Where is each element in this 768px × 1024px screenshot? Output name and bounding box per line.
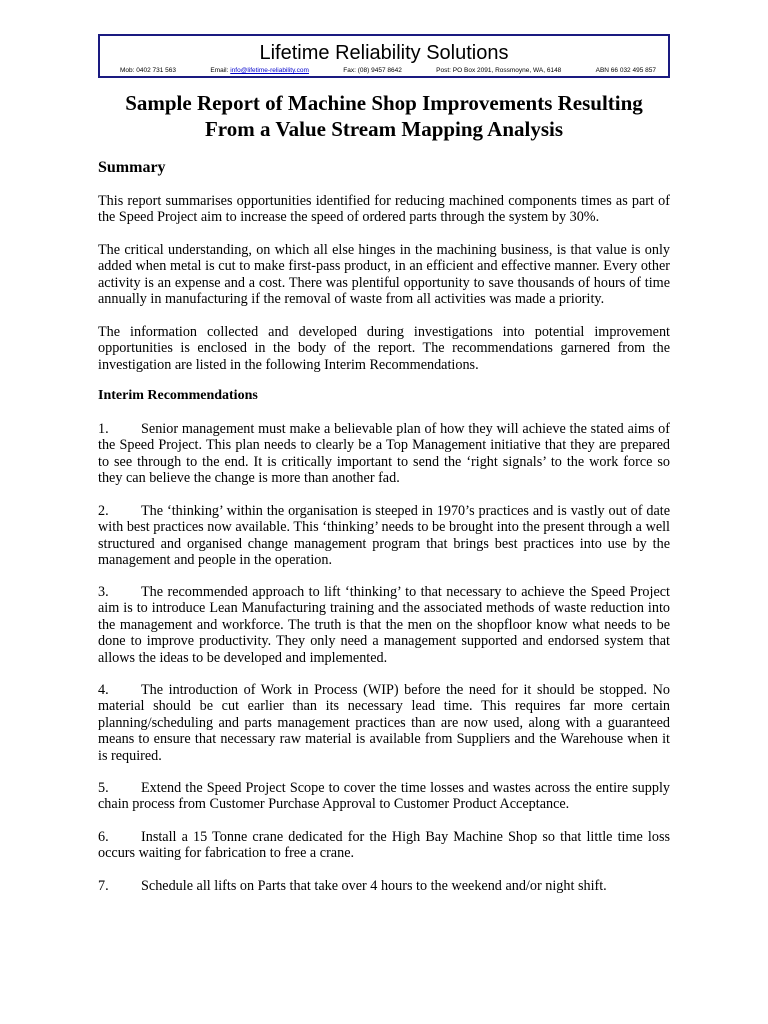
recommendation-text: Senior management must make a believable plan of how they will achieve the stated aims of the Speed Project. This plan needs to clearly be a Top Management initiative that they are prepared to see through to the end. It is critically important to send the ‘right signals’ to the work force so they can believe the change is more than another fad. xyxy=(98,421,670,487)
title-line-1: Sample Report of Machine Shop Improvements Resulting xyxy=(125,91,643,115)
recommendation-number: 7. xyxy=(98,878,109,894)
summary-paragraph-1: This report summarises opportunities identified for reducing machined components times as part of the Speed Project aim to increase the speed of ordered parts through the system by 30%. xyxy=(98,193,670,226)
letterhead xyxy=(98,34,670,78)
company-name: Lifetime Reliability Solutions xyxy=(259,42,509,64)
recommendation-text: Install a 15 Tonne crane dedicated for the High Bay Machine Shop so that little time loss occurs waiting for fabrication to free a crane. xyxy=(98,829,670,862)
mobile-number: Mob: 0402 731 563 xyxy=(120,67,177,74)
email-label: Email: xyxy=(210,67,231,74)
recommendation-text: The ‘thinking’ within the organisation is steeped in 1970’s practices and is vastly out of date with best practices now available. This ‘thinking’ needs to be brought into the present through a well structured and organised change management program that brings best practices into use by the management and people in the operation. xyxy=(98,503,670,569)
recommendation-number: 4. xyxy=(98,682,109,698)
recommendation-number: 5. xyxy=(98,780,109,796)
document-title xyxy=(98,90,670,142)
recommendation-2 xyxy=(98,503,670,569)
recommendation-text: Extend the Speed Project Scope to cover the time losses and wastes across the entire supply chain process from Customer Purchase Approval to Customer Product Acceptance. xyxy=(98,780,670,813)
fax-number: Fax: (08) 9457 8642 xyxy=(343,67,402,74)
summary-heading: Summary xyxy=(98,159,166,176)
interim-heading: Interim Recommendations xyxy=(98,388,258,403)
recommendation-1 xyxy=(98,421,670,487)
title-line-2: From a Value Stream Mapping Analysis xyxy=(204,117,564,141)
recommendation-number: 2. xyxy=(98,503,109,519)
recommendation-text: Schedule all lifts on Parts that take over 4 hours to the weekend and/or night shift. xyxy=(141,878,607,894)
recommendation-number: 6. xyxy=(98,829,109,845)
postal-address: Post: PO Box 2091, Rossmoyne, WA, 6148 xyxy=(436,67,562,74)
recommendation-text: The introduction of Work in Process (WIP) before the need for it should be stopped. No material should be cut earlier than its necessary lead time. This requires far more certain planning/scheduling and parts management practices than are now used, along with a guaranteed means to ensure that necessary raw material is available from Suppliers and the Warehouse when it is required. xyxy=(98,682,670,764)
recommendation-4 xyxy=(98,682,670,764)
recommendation-3 xyxy=(98,584,670,666)
recommendation-number: 1. xyxy=(98,421,109,437)
abn-number: ABN 66 032 495 857 xyxy=(595,67,656,74)
email-block xyxy=(210,67,309,75)
summary-paragraph-2: The critical understanding, on which all else hinges in the machining business, is that value is only added when metal is cut to make first-pass product, in an efficient and effective manner. Every other activity is an expense and a cost. There was plentiful opportunity to save thousands of hours of time annually in manufacturing if the removal of waste from all activities was made a priority. xyxy=(98,242,670,308)
recommendation-text: The recommended approach to lift ‘thinking’ to that necessary to achieve the Speed Project aim is to introduce Lean Manufacturing training and the associated methods of waste reduction into the management and workforce. The truth is that the men on the shopfloor know what needs to be done to improve productivity. They only need a management supported and endorsed system that allows the ideas to be developed and implemented. xyxy=(98,584,670,666)
recommendation-number: 3. xyxy=(98,584,109,600)
contact-line xyxy=(120,67,656,75)
recommendation-5 xyxy=(98,780,670,813)
recommendation-6 xyxy=(98,829,670,862)
summary-paragraph-3: The information collected and developed during investigations into potential improvement opportunities is enclosed in the body of the report. The recommendations garnered from the investigation are listed in the following Interim Recommendations. xyxy=(98,324,670,373)
recommendation-7 xyxy=(98,878,670,894)
email-link[interactable]: info@lifetime-reliability.com xyxy=(230,67,309,74)
